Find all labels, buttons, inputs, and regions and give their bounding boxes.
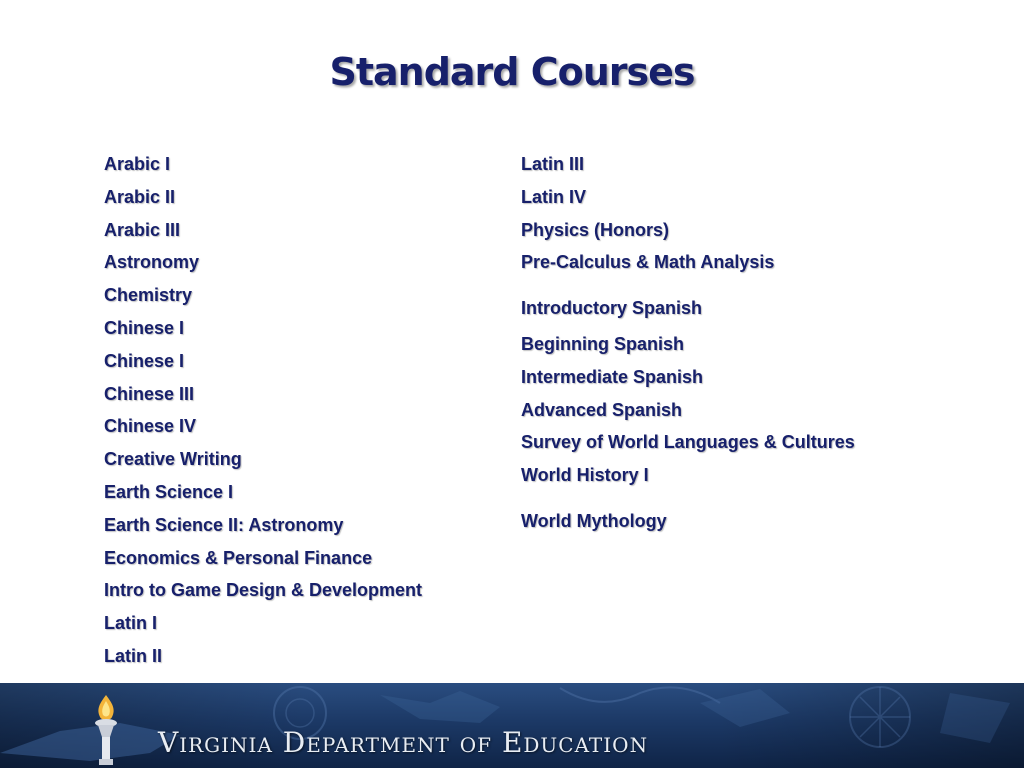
course-item: Chinese I — [104, 350, 185, 371]
course-item: Pre-Calculus & Math Analysis — [521, 252, 775, 273]
course-item: Survey of World Languages & Cultures — [521, 432, 855, 453]
slide-title: Standard Courses — [329, 50, 695, 94]
course-item: Latin III — [521, 154, 584, 174]
course-item: Arabic II — [104, 186, 176, 207]
course-item: World History I — [521, 465, 649, 486]
course-item: Economics & Personal Finance — [104, 547, 373, 568]
course-item: Earth Science I — [104, 481, 234, 502]
course-item: World Mythology — [521, 510, 667, 531]
course-item: Intro to Game Design & Development — [104, 580, 423, 601]
course-item: Earth Science II: Astronomy — [104, 514, 344, 535]
course-list-left — [104, 148, 422, 673]
torch-icon — [86, 693, 126, 767]
course-item: Latin II — [104, 645, 162, 666]
course-item: Arabic I — [104, 154, 171, 174]
course-item: Astronomy — [104, 252, 200, 273]
course-item: Chemistry — [104, 285, 193, 306]
course-item: Latin IV — [521, 186, 587, 207]
course-item: Physics (Honors) — [521, 219, 670, 240]
course-item: Latin I — [104, 613, 157, 634]
course-item: Chinese I — [104, 317, 185, 338]
course-item: Arabic III — [104, 219, 181, 240]
course-list-right — [521, 148, 855, 538]
course-item: Chinese III — [104, 383, 195, 404]
course-item: Advanced Spanish — [521, 399, 683, 420]
course-item: Introductory Spanish — [521, 298, 703, 319]
footer-banner — [0, 683, 1024, 768]
course-item: Chinese IV — [104, 416, 197, 437]
course-item: Creative Writing — [104, 449, 242, 470]
course-item: Beginning Spanish — [521, 333, 685, 354]
organization-name: Virginia Department of Education — [158, 726, 649, 759]
course-item: Intermediate Spanish — [521, 366, 704, 387]
